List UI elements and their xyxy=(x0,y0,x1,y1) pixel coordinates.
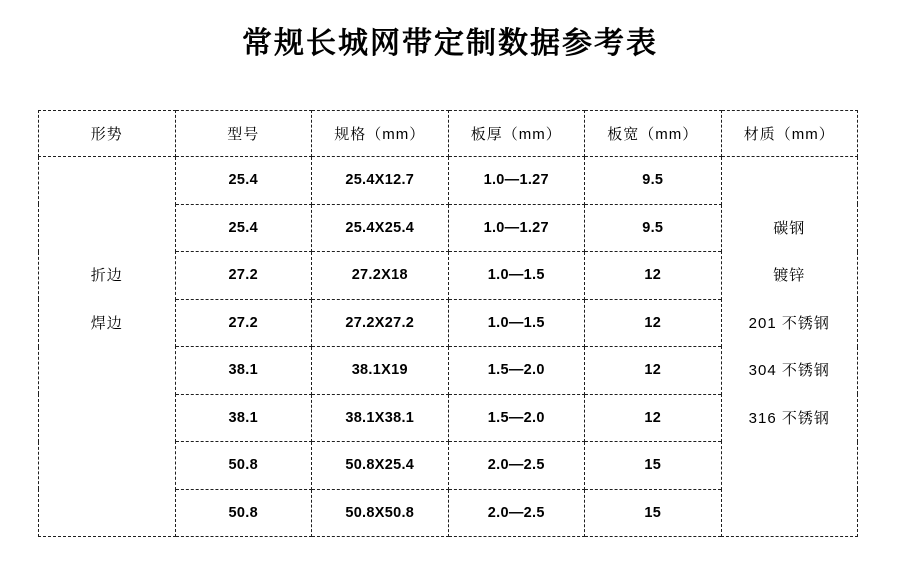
header-model: 型号 xyxy=(175,111,312,157)
material-label: 304 不锈钢 xyxy=(748,362,830,379)
material-merged-cell xyxy=(721,157,858,537)
cell-thickness: 1.0—1.27 xyxy=(448,157,585,205)
cell-model: 27.2 xyxy=(175,252,312,300)
cell-spec: 25.4X12.7 xyxy=(312,157,449,205)
cell-thickness: 1.5—2.0 xyxy=(448,347,585,395)
material-label: 201 不锈钢 xyxy=(748,314,830,332)
cell-spec: 38.1X38.1 xyxy=(312,394,449,442)
material-label: 碳钢 xyxy=(773,219,806,237)
cell-model: 25.4 xyxy=(175,204,312,252)
table-row xyxy=(39,157,858,205)
header-row xyxy=(39,111,858,157)
cell-thickness: 1.0—1.27 xyxy=(448,204,585,252)
cell-spec: 27.2X27.2 xyxy=(312,299,449,347)
cell-spec: 38.1X19 xyxy=(312,347,449,395)
spec-table-body xyxy=(39,157,858,537)
cell-thickness: 1.5—2.0 xyxy=(448,394,585,442)
edge-type-label: 焊边 xyxy=(90,314,123,332)
header-thickness: 板厚（mm） xyxy=(448,111,585,157)
cell-model: 50.8 xyxy=(175,489,312,537)
cell-thickness: 1.0—1.5 xyxy=(448,252,585,300)
cell-width: 12 xyxy=(585,299,722,347)
cell-model: 38.1 xyxy=(175,394,312,442)
page-title: 常规长城网带定制数据参考表 xyxy=(242,27,658,60)
cell-width: 9.5 xyxy=(585,204,722,252)
material-label: 316 不锈钢 xyxy=(748,409,830,427)
header-width: 板宽（mm） xyxy=(585,111,722,157)
header-material: 材质（mm） xyxy=(721,111,858,157)
cell-thickness: 2.0—2.5 xyxy=(448,489,585,537)
cell-width: 12 xyxy=(585,394,722,442)
form-merged-cell xyxy=(39,157,176,537)
cell-spec: 25.4X25.4 xyxy=(312,204,449,252)
cell-spec: 50.8X25.4 xyxy=(312,442,449,490)
cell-thickness: 2.0—2.5 xyxy=(448,442,585,490)
cell-thickness: 1.0—1.5 xyxy=(448,299,585,347)
cell-model: 25.4 xyxy=(175,157,312,205)
material-label: 镀锌 xyxy=(773,267,806,284)
header-form: 形势 xyxy=(39,111,176,157)
cell-spec: 50.8X50.8 xyxy=(312,489,449,537)
cell-model: 50.8 xyxy=(175,442,312,490)
cell-width: 12 xyxy=(585,252,722,300)
cell-model: 27.2 xyxy=(175,299,312,347)
cell-model: 38.1 xyxy=(175,347,312,395)
cell-width: 12 xyxy=(585,347,722,395)
header-spec: 规格（mm） xyxy=(312,111,449,157)
spec-table xyxy=(38,110,858,537)
cell-width: 15 xyxy=(585,489,722,537)
cell-width: 15 xyxy=(585,442,722,490)
spec-table-header xyxy=(39,111,858,157)
edge-type-label: 折边 xyxy=(90,267,123,284)
cell-spec: 27.2X18 xyxy=(312,252,449,300)
cell-width: 9.5 xyxy=(585,157,722,205)
